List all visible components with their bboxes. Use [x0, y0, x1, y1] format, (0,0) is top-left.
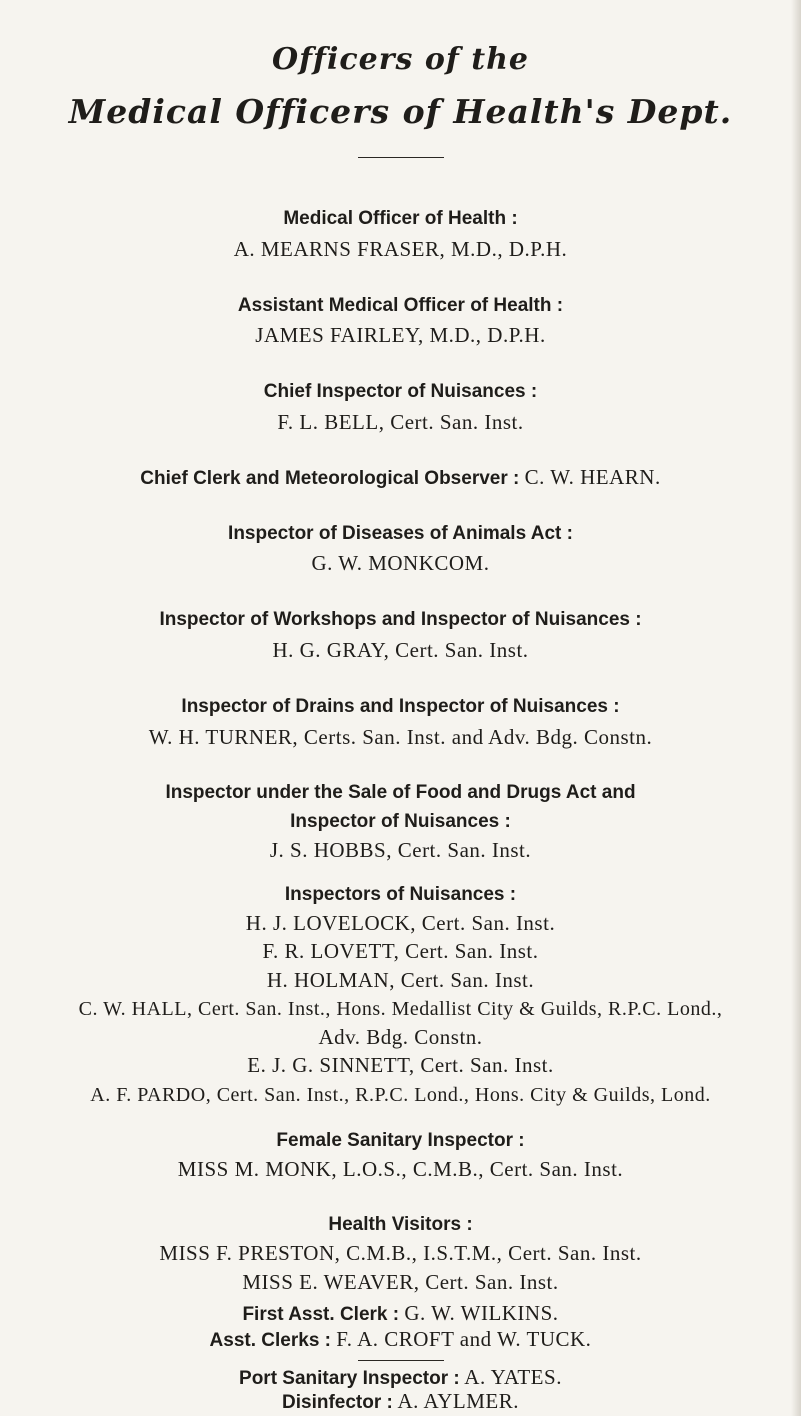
nuisances-inspector-3: H. HOLMAN, Cert. San. Inst. — [266, 968, 535, 992]
female-inspector-label: Female Sanitary Inspector : — [276, 1130, 525, 1151]
moh-name: A. MEARNS FRASER, M.D., D.P.H. — [233, 237, 568, 261]
disinfector-line-value: A. AYLMER. — [392, 1389, 519, 1413]
health-visitor-1: MISS F. PRESTON, C.M.B., I.S.T.M., Cert. San. Inst. — [159, 1241, 642, 1265]
divider-top — [358, 157, 444, 158]
nuisances-label: Inspectors of Nuisances : — [284, 884, 517, 905]
chief-clerk-label: Chief Clerk and Meteorological Observer : — [140, 468, 520, 489]
nuisances-inspector-1: H. J. LOVELOCK, Cert. San. Inst. — [245, 911, 556, 935]
chief-clerk-name: C. W. HEARN. — [524, 465, 661, 489]
nuisances-inspector-6: A. F. PARDO, Cert. San. Inst., R.P.C. Lond., Hons. City & Guilds, Lond. — [90, 1084, 711, 1106]
health-visitors-label: Health Visitors : — [328, 1214, 473, 1235]
amoh-label: Assistant Medical Officer of Health : — [237, 295, 564, 316]
food-label-2: Inspector of Nuisances : — [290, 811, 511, 832]
asst-clerks-name: F. A. CROFT and W. TUCK. — [336, 1327, 592, 1351]
nuisances-inspector-2: F. R. LOVETT, Cert. San. Inst. — [262, 939, 539, 963]
heading-line-2: Medical Officers of Health's Dept. — [68, 92, 733, 131]
diseases-label: Inspector of Diseases of Animals Act : — [228, 523, 573, 544]
disinfector-line — [0, 1388, 801, 1416]
health-visitor-2: MISS E. WEAVER, Cert. San. Inst. — [242, 1270, 559, 1294]
chief-inspector-name: F. L. BELL, Cert. San. Inst. — [277, 410, 524, 434]
drains-label: Inspector of Drains and Inspector of Nuisances : — [181, 696, 620, 717]
workshops-name: H. G. GRAY, Cert. San. Inst. — [272, 638, 529, 662]
nuisances-inspector-4: C. W. HALL, Cert. San. Inst., Hons. Medallist City & Guilds, R.P.C. Lond., — [78, 998, 723, 1020]
port-inspector-line-value: A. YATES. — [459, 1365, 562, 1389]
nuisances-inspector-5: E. J. G. SINNETT, Cert. San. Inst. — [247, 1053, 554, 1077]
food-name: J. S. HOBBS, Cert. San. Inst. — [269, 838, 532, 862]
drains-name: W. H. TURNER, Certs. San. Inst. and Adv. Bdg. Constn. — [148, 725, 653, 749]
divider-middle — [358, 1360, 444, 1361]
moh-label: Medical Officer of Health : — [283, 208, 518, 229]
first-clerk-label: First Asst. Clerk : — [242, 1304, 400, 1325]
chief-inspector-label: Chief Inspector of Nuisances : — [263, 381, 538, 402]
first-clerk-line — [0, 1300, 801, 1328]
chief-clerk-line — [0, 464, 801, 492]
female-inspector-name: MISS M. MONK, L.O.S., C.M.B., Cert. San. Inst. — [177, 1157, 624, 1181]
disinfector-line-label: Disinfector : — [282, 1392, 393, 1413]
asst-clerks-line — [0, 1326, 801, 1354]
workshops-label: Inspector of Workshops and Inspector of Nuisances : — [159, 609, 642, 630]
first-clerk-name: G. W. WILKINS. — [404, 1301, 559, 1325]
heading-line-1: Officers of the — [272, 42, 529, 77]
amoh-name: JAMES FAIRLEY, M.D., D.P.H. — [255, 323, 546, 347]
port-inspector-line-label: Port Sanitary Inspector : — [239, 1368, 460, 1389]
nuisances-inspector-4-cont: Adv. Bdg. Constn. — [318, 1025, 483, 1049]
asst-clerks-label: Asst. Clerks : — [209, 1330, 331, 1351]
food-label-1: Inspector under the Sale of Food and Drugs Act and — [165, 782, 636, 803]
diseases-name: G. W. MONKCOM. — [311, 551, 490, 575]
